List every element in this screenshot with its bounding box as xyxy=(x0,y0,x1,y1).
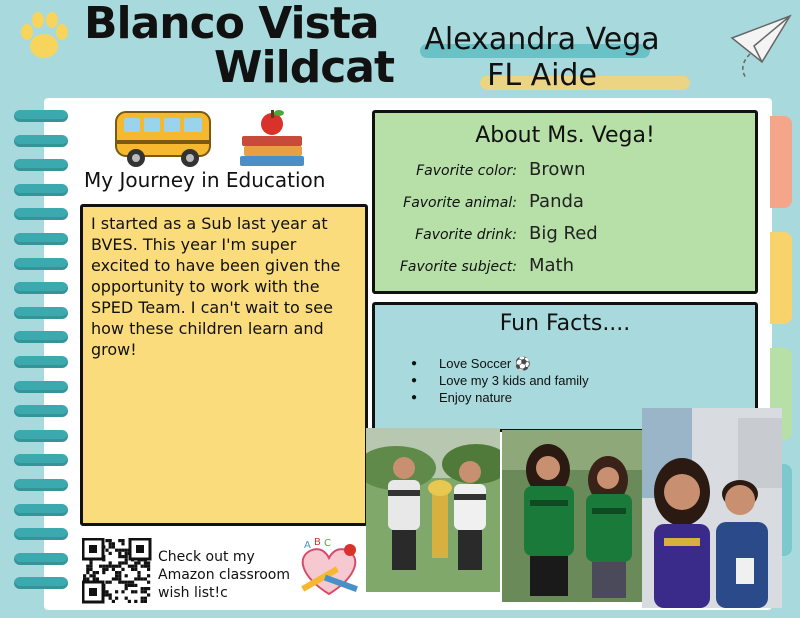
spiral-ring xyxy=(14,479,68,491)
favorite-label: Favorite drink: xyxy=(415,227,517,243)
school-supplies-icon xyxy=(290,536,368,600)
about-box xyxy=(372,110,758,294)
spiral-ring xyxy=(14,577,68,589)
spiral-ring xyxy=(14,233,68,245)
spiral-ring xyxy=(14,208,68,220)
fun-facts-title: Fun Facts.... xyxy=(499,311,631,336)
spiral-ring xyxy=(14,159,68,171)
favorite-value: Big Red xyxy=(529,223,598,244)
favorite-label: Favorite subject: xyxy=(399,259,517,275)
svg-text:C: C xyxy=(324,538,331,549)
spiral-ring xyxy=(14,282,68,294)
teacher-name: Alexandra Vega xyxy=(424,22,660,57)
photo-girls-soccer xyxy=(502,430,642,602)
favorite-row-drink xyxy=(375,223,755,247)
favorite-value: Math xyxy=(529,255,575,276)
fun-facts-list xyxy=(411,355,589,406)
fun-fact-item: ● Enjoy nature xyxy=(411,389,589,406)
journey-title: My Journey in Education xyxy=(84,168,326,192)
school-name-line1: Blanco Vista xyxy=(84,0,379,49)
favorite-label: Favorite animal: xyxy=(403,195,517,211)
spiral-ring xyxy=(14,110,68,122)
fun-fact-item: ● Love my 3 kids and family xyxy=(411,372,589,389)
spiral-ring xyxy=(14,307,68,319)
spiral-ring xyxy=(14,405,68,417)
spiral-ring xyxy=(14,430,68,442)
wishlist-text: Check out my Amazon classroom wish list!c xyxy=(158,549,291,601)
photo-boys-trophy xyxy=(366,428,500,592)
story-text: I started as a Sub last year at BVES. This year I'm super excited to have been given the opportunity to work with the SPED Team. I can't wait to see how these children learn and grow! xyxy=(91,214,341,359)
favorite-value: Brown xyxy=(529,159,586,180)
about-title: About Ms. Vega! xyxy=(475,123,655,148)
spiral-ring xyxy=(14,331,68,343)
spiral-ring xyxy=(14,553,68,565)
svg-text:B: B xyxy=(314,537,321,548)
school-bus-icon xyxy=(112,104,216,170)
school-name-line2: Wildcat xyxy=(214,42,394,93)
spiral-ring xyxy=(14,454,68,466)
spiral-ring xyxy=(14,135,68,147)
spiral-ring xyxy=(14,504,68,516)
favorite-row-color xyxy=(375,159,755,183)
favorite-value: Panda xyxy=(529,191,584,212)
books-apple-icon xyxy=(236,108,308,170)
spiral-ring xyxy=(14,381,68,393)
svg-text:A: A xyxy=(304,540,311,551)
favorite-row-animal xyxy=(375,191,755,215)
paper-plane-icon xyxy=(728,10,794,82)
favorite-row-subject xyxy=(375,255,755,279)
paw-icon xyxy=(14,6,74,66)
teacher-role: FL Aide xyxy=(487,58,597,93)
spiral-ring xyxy=(14,184,68,196)
spiral-ring xyxy=(14,528,68,540)
photo-mom-and-son xyxy=(642,408,782,608)
spiral-ring xyxy=(14,258,68,270)
tab-yellow xyxy=(770,232,792,324)
fun-fact-item: ● Love Soccer ⚽ xyxy=(411,355,589,372)
qr-code-icon[interactable] xyxy=(82,538,152,604)
tab-red xyxy=(770,116,792,208)
favorite-label: Favorite color: xyxy=(416,163,517,179)
spiral-ring xyxy=(14,356,68,368)
story-box xyxy=(80,204,368,526)
